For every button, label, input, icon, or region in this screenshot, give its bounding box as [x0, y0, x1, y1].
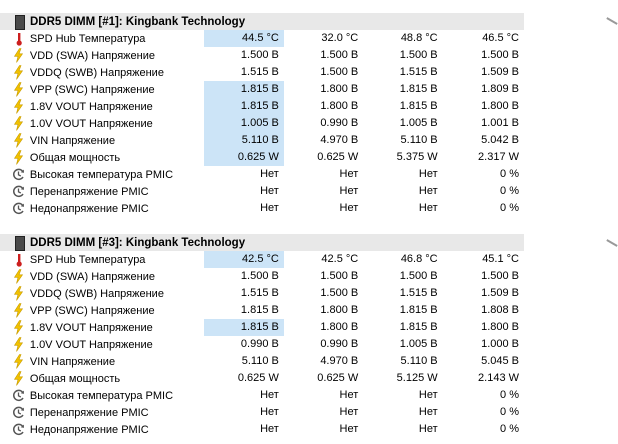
- lightning-icon: [12, 116, 26, 131]
- sensor-section-dimm-3: [0, 234, 524, 438]
- value-average: 1.800 В: [481, 321, 519, 333]
- value-minimum: Нет: [339, 406, 359, 418]
- value-average: 1.509 В: [481, 287, 519, 299]
- value-average: 0 %: [500, 185, 519, 197]
- sensor-row[interactable]: [0, 30, 524, 47]
- value-minimum: 1.500 В: [320, 270, 359, 282]
- lightning-icon: [12, 354, 26, 369]
- sensor-row[interactable]: [0, 319, 524, 336]
- value-minimum: 4.970 В: [320, 355, 359, 367]
- value-maximum: 1.005 В: [399, 338, 438, 350]
- sensor-row[interactable]: [0, 166, 524, 183]
- sensor-label: VDD (SWA) Напряжение: [29, 270, 155, 283]
- value-average: 45.1 °C: [482, 253, 519, 265]
- value-current: 1.005 В: [204, 115, 283, 132]
- sensor-section-dimm-1: [0, 13, 524, 217]
- value-average: 2.143 W: [478, 372, 519, 384]
- lightning-icon: [12, 337, 26, 352]
- value-average: 1.808 В: [481, 304, 519, 316]
- value-current: Нет: [260, 406, 279, 418]
- value-current: 0.990 В: [240, 338, 279, 350]
- value-maximum: 5.110 В: [400, 134, 438, 146]
- value-maximum: 1.815 В: [399, 321, 438, 333]
- clock-icon: [12, 422, 26, 437]
- value-current: 1.500 В: [240, 270, 279, 282]
- sensor-row[interactable]: [0, 98, 524, 115]
- sensor-label: Общая мощность: [29, 151, 121, 164]
- value-average: 0 %: [500, 406, 519, 418]
- value-average: 46.5 °C: [482, 32, 519, 44]
- clock-icon: [12, 405, 26, 420]
- lightning-icon: [12, 286, 26, 301]
- value-average: 1.500 В: [481, 270, 519, 282]
- lightning-icon: [12, 269, 26, 284]
- value-minimum: Нет: [339, 168, 359, 180]
- lightning-icon: [12, 320, 26, 335]
- thermometer-icon: [12, 252, 26, 267]
- section-header[interactable]: [0, 13, 524, 30]
- value-average: 1.500 В: [481, 49, 519, 61]
- sensor-label: 1.0V VOUT Напряжение: [29, 338, 153, 351]
- sensor-label: Общая мощность: [29, 372, 121, 385]
- value-average: 5.045 В: [481, 355, 519, 367]
- value-maximum: 1.500 В: [399, 270, 438, 282]
- value-minimum: 1.800 В: [320, 304, 359, 316]
- value-current: 5.110 В: [241, 355, 279, 367]
- sensor-row[interactable]: [0, 47, 524, 64]
- value-maximum: 1.815 В: [399, 83, 438, 95]
- sensor-row[interactable]: [0, 81, 524, 98]
- sensor-row[interactable]: [0, 353, 524, 370]
- sensor-label: VIN Напряжение: [29, 134, 116, 147]
- value-minimum: 1.500 В: [320, 287, 359, 299]
- lightning-icon: [12, 82, 26, 97]
- value-current: Нет: [260, 168, 279, 180]
- value-minimum: 0.990 В: [320, 338, 359, 350]
- value-minimum: 1.800 В: [320, 100, 359, 112]
- sensor-label: SPD Hub Температура: [29, 32, 146, 45]
- sensor-label: 1.0V VOUT Напряжение: [29, 117, 153, 130]
- value-minimum: Нет: [339, 389, 359, 401]
- sensor-row[interactable]: [0, 302, 524, 319]
- value-maximum: 48.8 °C: [400, 32, 438, 44]
- lightning-icon: [12, 65, 26, 80]
- value-maximum: 5.375 W: [396, 151, 438, 163]
- sensor-row[interactable]: [0, 285, 524, 302]
- sensor-row[interactable]: [0, 387, 524, 404]
- value-current: 0.625 W: [204, 149, 283, 166]
- value-average: 5.042 В: [481, 134, 519, 146]
- sensor-label: Высокая температура PMIC: [29, 389, 174, 402]
- value-current: 1.815 В: [204, 81, 283, 98]
- clock-icon: [12, 201, 26, 216]
- value-maximum: Нет: [418, 406, 438, 418]
- clock-icon: [12, 167, 26, 182]
- sensor-row[interactable]: [0, 115, 524, 132]
- value-maximum: 5.125 W: [396, 372, 438, 384]
- value-maximum: 1.815 В: [399, 304, 438, 316]
- sensor-label: VDDQ (SWB) Напряжение: [29, 287, 164, 300]
- value-minimum: 1.800 В: [320, 83, 359, 95]
- value-average: 0 %: [500, 202, 519, 214]
- value-current: 1.500 В: [240, 49, 279, 61]
- value-minimum: 1.500 В: [320, 49, 359, 61]
- value-current: 1.515 В: [240, 287, 279, 299]
- value-current: 42.5 °C: [204, 251, 283, 268]
- sensor-label: 1.8V VOUT Напряжение: [29, 321, 153, 334]
- value-average: 1.000 В: [481, 338, 519, 350]
- value-current: 5.110 В: [204, 132, 283, 149]
- sensor-label: SPD Hub Температура: [29, 253, 146, 266]
- value-current: 44.5 °C: [204, 30, 283, 47]
- value-minimum: 0.990 В: [320, 117, 359, 129]
- sensor-row[interactable]: [0, 183, 524, 200]
- value-average: 1.800 В: [481, 100, 519, 112]
- sensor-label: VPP (SWC) Напряжение: [29, 304, 155, 317]
- sensor-row[interactable]: [0, 200, 524, 217]
- value-maximum: 1.815 В: [399, 100, 438, 112]
- value-current: 1.515 В: [240, 66, 279, 78]
- value-minimum: Нет: [339, 202, 359, 214]
- sensor-row[interactable]: [0, 421, 524, 438]
- memory-module-icon: [12, 235, 26, 250]
- value-minimum: 0.625 W: [317, 372, 359, 384]
- window-edge-mark: [606, 17, 617, 25]
- value-current: 1.815 В: [204, 98, 283, 115]
- section-header[interactable]: [0, 234, 524, 251]
- value-minimum: 1.500 В: [320, 66, 359, 78]
- value-maximum: Нет: [418, 389, 438, 401]
- value-average: 1.509 В: [481, 66, 519, 78]
- value-average: 0 %: [500, 423, 519, 435]
- lightning-icon: [12, 371, 26, 386]
- value-minimum: 0.625 W: [317, 151, 359, 163]
- value-maximum: 1.515 В: [399, 66, 438, 78]
- sensor-row[interactable]: [0, 64, 524, 81]
- lightning-icon: [12, 99, 26, 114]
- clock-icon: [12, 184, 26, 199]
- sensor-label: VDDQ (SWB) Напряжение: [29, 66, 164, 79]
- memory-module-icon: [12, 14, 26, 29]
- value-maximum: 46.8 °C: [400, 253, 438, 265]
- value-maximum: 1.005 В: [399, 117, 438, 129]
- sensor-row[interactable]: [0, 336, 524, 353]
- lightning-icon: [12, 133, 26, 148]
- sensor-row[interactable]: [0, 251, 524, 268]
- value-minimum: Нет: [339, 423, 359, 435]
- value-minimum: Нет: [339, 185, 359, 197]
- value-minimum: 32.0 °C: [321, 32, 359, 44]
- value-maximum: Нет: [418, 185, 438, 197]
- value-maximum: Нет: [418, 423, 438, 435]
- value-maximum: 1.500 В: [399, 49, 438, 61]
- value-minimum: 42.5 °C: [321, 253, 359, 265]
- value-current: 1.815 В: [204, 319, 283, 336]
- sensor-label: VIN Напряжение: [29, 355, 116, 368]
- value-maximum: Нет: [418, 202, 438, 214]
- value-current: Нет: [260, 389, 279, 401]
- value-maximum: 1.515 В: [399, 287, 438, 299]
- sensor-label: Недонапряжение PMIC: [29, 202, 149, 215]
- value-minimum: 4.970 В: [320, 134, 359, 146]
- section-title: DDR5 DIMM [#1]: Kingbank Technology: [30, 15, 246, 28]
- window-edge-mark: [606, 239, 617, 247]
- sensor-row[interactable]: [0, 268, 524, 285]
- sensor-row[interactable]: [0, 370, 524, 387]
- value-average: 0 %: [500, 389, 519, 401]
- sensor-row[interactable]: [0, 132, 524, 149]
- value-average: 1.809 В: [481, 83, 519, 95]
- value-minimum: 1.800 В: [320, 321, 359, 333]
- sensor-label: VDD (SWA) Напряжение: [29, 49, 155, 62]
- section-title: DDR5 DIMM [#3]: Kingbank Technology: [30, 236, 246, 249]
- lightning-icon: [12, 48, 26, 63]
- value-maximum: Нет: [418, 168, 438, 180]
- thermometer-icon: [12, 31, 26, 46]
- sensor-row[interactable]: [0, 149, 524, 166]
- value-current: Нет: [260, 185, 279, 197]
- value-average: 0 %: [500, 168, 519, 180]
- sensor-row[interactable]: [0, 404, 524, 421]
- clock-icon: [12, 388, 26, 403]
- value-average: 2.317 W: [478, 151, 519, 163]
- sensor-label: VPP (SWC) Напряжение: [29, 83, 155, 96]
- value-average: 1.001 В: [481, 117, 519, 129]
- value-maximum: 5.110 В: [400, 355, 438, 367]
- sensor-label: Перенапряжение PMIC: [29, 185, 149, 198]
- lightning-icon: [12, 303, 26, 318]
- value-current: Нет: [260, 202, 279, 214]
- value-current: 0.625 W: [237, 372, 279, 384]
- sensor-label: 1.8V VOUT Напряжение: [29, 100, 153, 113]
- sensor-label: Недонапряжение PMIC: [29, 423, 149, 436]
- lightning-icon: [12, 150, 26, 165]
- sensor-label: Перенапряжение PMIC: [29, 406, 149, 419]
- value-current: Нет: [260, 423, 279, 435]
- sensor-label: Высокая температура PMIC: [29, 168, 174, 181]
- value-current: 1.815 В: [240, 304, 279, 316]
